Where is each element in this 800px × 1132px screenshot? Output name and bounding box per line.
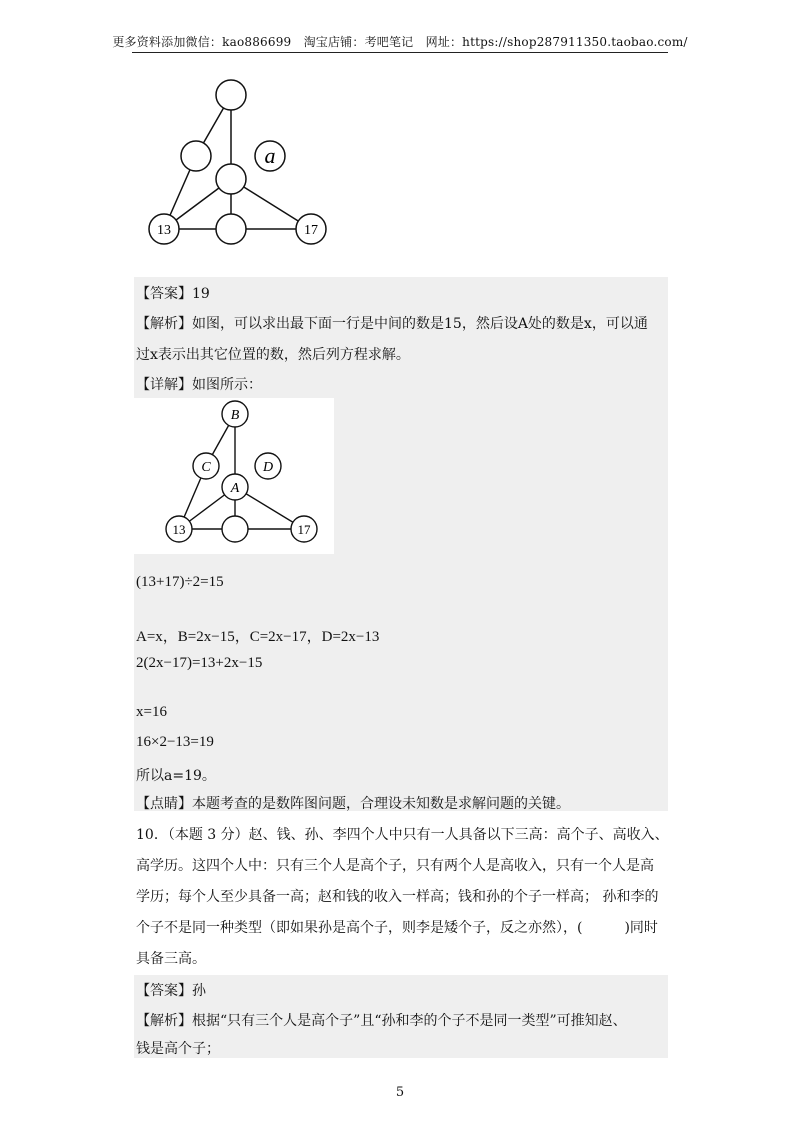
header-divider (132, 52, 668, 53)
label-A: A (230, 481, 240, 496)
q10-analysis-line-1: 【解析】根据“只有三个人是高个子”且“孙和李的个子不是同一类型”可推知赵、 (136, 1013, 627, 1029)
label-13: 13 (172, 522, 186, 537)
figure-2-labeled-triangle (134, 398, 334, 554)
equation-1: (13+17)÷2=15 (136, 574, 224, 590)
label-17: 17 (297, 522, 311, 537)
equation-2: A=x，B=2x−15，C=2x−17，D=2x−13 (136, 629, 380, 645)
q9-analysis-line-1: 【解析】如图，可以求出最下面一行是中间的数是15，然后设A处的数是x，可以通 (136, 316, 648, 332)
label-B: B (230, 408, 240, 423)
node-upper-left (181, 141, 211, 171)
equation-4: x=16 (136, 704, 167, 720)
label-C: C (201, 460, 211, 475)
q9-conclusion: 所以a=19。 (136, 768, 216, 784)
q9-comment: 【点睛】本题考查的是数阵图问题，合理设未知数是求解问题的关键。 (136, 796, 570, 812)
label-a: a (264, 143, 276, 168)
page-header: 更多资料添加微信：kao886699 淘宝店铺：考吧笔记 网址：https://shop287911350.taobao.com/ (112, 35, 688, 49)
q9-answer: 【答案】19 (136, 286, 210, 302)
node-center (216, 164, 246, 194)
figure-1-number-triangle (140, 72, 340, 252)
q9-detail: 【详解】如图所示： (136, 377, 262, 393)
equation-5: 16×2−13=19 (136, 734, 214, 750)
q10-stem-line-1: 10．（本题 3 分）赵、钱、孙、李四个人中只有一人具备以下三高：高个子、高收入、 (136, 827, 669, 843)
q10-stem-line-2: 高学历。这四个人中：只有三个人是高个子，只有两个人是高收入，只有一个人是高 (136, 858, 654, 874)
label-17: 17 (304, 223, 318, 238)
node-bottom-middle (222, 516, 248, 542)
label-13: 13 (157, 223, 171, 238)
q10-stem-line-4: 个子不是同一种类型（即如果孙是高个子，则李是矮个子，反之亦然），( )同时 (136, 920, 658, 936)
q10-stem-line-3: 学历；每个人至少具备一高；赵和钱的收入一样高；钱和孙的个子一样高； 孙和李的 (136, 889, 659, 905)
equation-3: 2(2x−17)=13+2x−15 (136, 655, 263, 671)
q9-analysis-line-2: 过x表示出其它位置的数，然后列方程求解。 (136, 347, 410, 363)
q10-analysis-line-2: 钱是高个子； (136, 1041, 220, 1057)
node-bottom-middle (216, 214, 246, 244)
label-D: D (262, 460, 274, 475)
page-number: 5 (395, 1085, 405, 1100)
q10-answer: 【答案】孙 (136, 983, 206, 999)
node-top (216, 80, 246, 110)
q10-stem-line-5: 具备三高。 (136, 951, 206, 967)
